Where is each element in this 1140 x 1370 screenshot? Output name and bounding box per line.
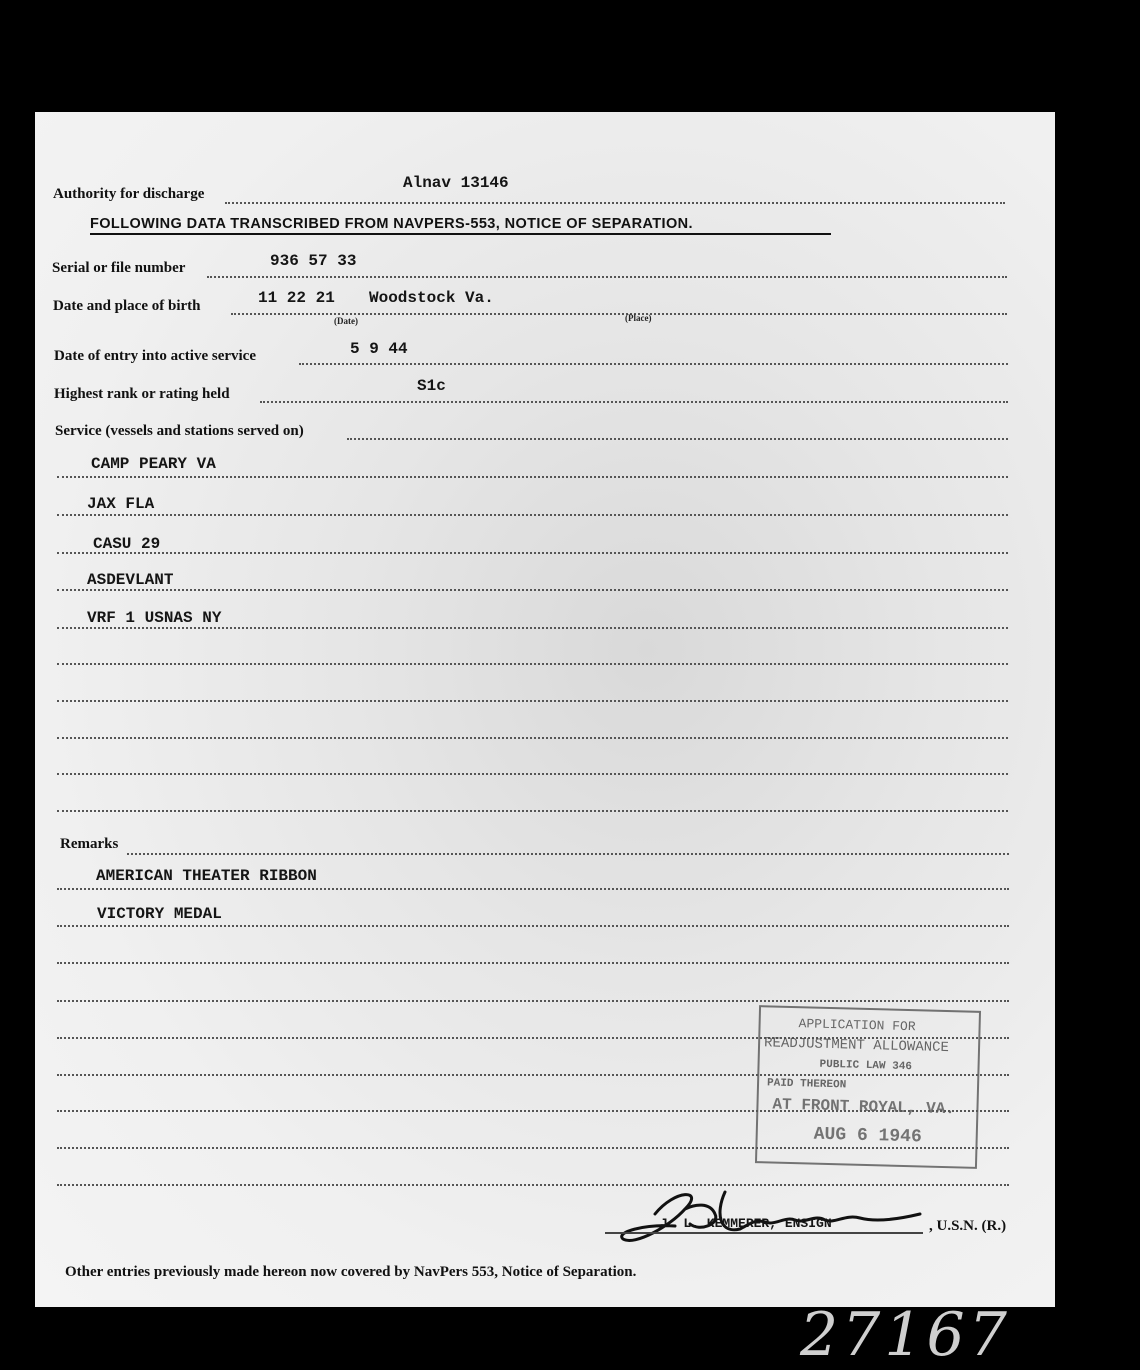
service-line [57, 773, 1008, 775]
birth-line [231, 313, 1007, 315]
authority-label: Authority for discharge [53, 186, 205, 202]
service-line [57, 589, 1008, 591]
service-item: VRF 1 USNAS NY [87, 609, 222, 627]
service-item: CAMP PEARY VA [91, 455, 216, 473]
stamp-line: APPLICATION FOR [798, 1016, 916, 1035]
remarks-line [57, 888, 1009, 890]
remarks-line [57, 925, 1009, 927]
serial-line [207, 276, 1007, 278]
serial-value: 936 57 33 [270, 252, 357, 270]
entry-value: 5 9 44 [350, 340, 408, 358]
stamp-line: READJUSTMENT ALLOWANCE [763, 1035, 950, 1057]
service-label: Service (vessels and stations served on) [55, 423, 304, 439]
service-line [57, 627, 1008, 629]
service-line [57, 663, 1008, 665]
birth-place-value: Woodstock Va. [369, 289, 494, 307]
birth-date-value: 11 22 21 [258, 289, 335, 307]
remarks-line [57, 962, 1009, 964]
remarks-label: Remarks [60, 836, 119, 852]
serial-label: Serial or file number [52, 260, 186, 276]
date-caption: (Date) [334, 316, 358, 326]
service-line [57, 700, 1008, 702]
service-line [57, 476, 1008, 478]
service-line [57, 737, 1008, 739]
transcription-heading: FOLLOWING DATA TRANSCRIBED FROM NAVPERS-553, NOTICE OF SEPARATION. [90, 216, 831, 235]
birth-label: Date and place of birth [53, 298, 201, 314]
service-item: CASU 29 [93, 535, 161, 553]
stamp-line: PAID THEREON [766, 1077, 847, 1092]
usn-suffix: , U.S.N. (R.) [929, 1218, 1007, 1234]
service-line [57, 552, 1008, 554]
file-number-text: 27167 [800, 1300, 1011, 1370]
footer-note: Other entries previously made hereon now covered by NavPers 553, Notice of Separation. [65, 1264, 637, 1280]
stamp-line: AUG 6 1946 [813, 1124, 922, 1148]
stamp-line: AT FRONT ROYAL, VA. [772, 1095, 956, 1119]
remarks-line-0 [127, 853, 1009, 855]
authority-line [225, 202, 1005, 204]
entry-label: Date of entry into active service [54, 348, 257, 364]
rank-label: Highest rank or rating held [54, 386, 230, 402]
entry-line [299, 363, 1008, 365]
stamp-line: PUBLIC LAW 346 [819, 1058, 913, 1074]
remarks-line [57, 1000, 1009, 1002]
readjustment-allowance-stamp [755, 1005, 981, 1169]
remarks-item: VICTORY MEDAL [97, 905, 222, 923]
signature-line [605, 1232, 923, 1234]
service-line [57, 514, 1008, 516]
rank-value: S1c [417, 377, 446, 395]
service-item: ASDEVLANT [87, 571, 174, 589]
service-line-0 [347, 438, 1008, 440]
rank-line [260, 401, 1008, 403]
service-line [57, 810, 1008, 812]
discharge-record-sheet [35, 112, 1055, 1307]
authority-value: Alnav 13146 [403, 174, 509, 192]
place-caption: (Place) [625, 313, 652, 323]
service-item: JAX FLA [87, 495, 155, 513]
remarks-item: AMERICAN THEATER RIBBON [96, 867, 317, 885]
handwritten-file-number [800, 1300, 1011, 1370]
signer-name: J. L. KEMMERER, ENSIGN [660, 1216, 832, 1231]
